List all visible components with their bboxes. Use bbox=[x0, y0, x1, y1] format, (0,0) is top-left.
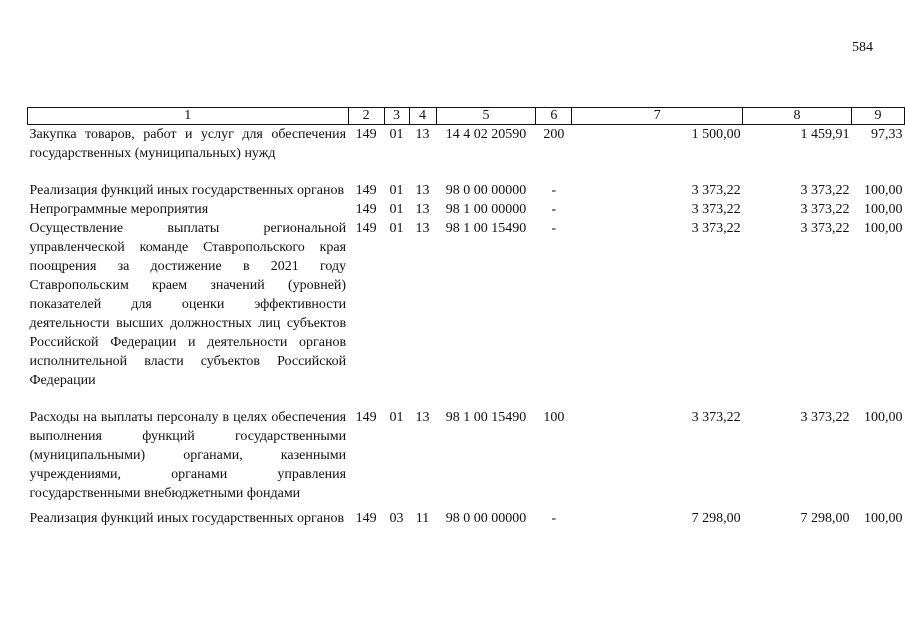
header-cell: 4 bbox=[409, 108, 436, 125]
table-row bbox=[28, 181, 905, 200]
cell-plan: 3 373,22 bbox=[691, 183, 741, 198]
header-row bbox=[28, 108, 905, 125]
cell-section: 03 bbox=[389, 511, 404, 526]
cell-admin: 149 bbox=[355, 410, 377, 425]
cell-type: - bbox=[551, 183, 557, 198]
row-name: Реализация функций иных государственных органов bbox=[29, 183, 345, 198]
header-cell: 5 bbox=[436, 108, 536, 125]
row-name: Расходы на выплаты персоналу в целях обеспечения выполнения функций государственными (муниципальными) органами, казенными учреждениями, органами управления государственными внебюджетными фондами bbox=[29, 410, 347, 501]
cell-type: 100 bbox=[543, 410, 565, 425]
cell-plan: 3 373,22 bbox=[691, 410, 741, 425]
cell-section: 01 bbox=[389, 221, 404, 236]
cell-section: 01 bbox=[389, 410, 404, 425]
cell-actual: 1 459,91 bbox=[800, 127, 850, 142]
cell-actual: 7 298,00 bbox=[800, 511, 850, 526]
cell-actual: 3 373,22 bbox=[800, 183, 850, 198]
cell-percent: 100,00 bbox=[864, 183, 903, 198]
cell-target: 98 1 00 00000 bbox=[445, 202, 527, 217]
cell-percent: 100,00 bbox=[864, 511, 903, 526]
cell-type: - bbox=[551, 202, 557, 217]
table-row bbox=[28, 408, 905, 503]
cell-percent: 100,00 bbox=[864, 202, 903, 217]
row-name: Закупка товаров, работ и услуг для обеспечения государственных (муниципальных) нужд bbox=[29, 127, 347, 161]
cell-plan: 1 500,00 bbox=[691, 127, 741, 142]
table-row bbox=[28, 503, 905, 528]
cell-type: 200 bbox=[543, 127, 565, 142]
cell-admin: 149 bbox=[355, 202, 377, 217]
cell-subsection: 13 bbox=[415, 127, 430, 142]
cell-target: 98 0 00 00000 bbox=[445, 183, 527, 198]
row-name: Осуществление выплаты региональной управленческой команде Ставропольского края поощрения за достижение в 2021 году Ставропольским краем значений (уровней) показателей для оценки эффективности деятельности высших должностных лиц субъектов Российской Федерации и деятельности органов исполнительной власти субъектов Российской Федерации bbox=[29, 221, 347, 388]
cell-subsection: 13 bbox=[415, 410, 430, 425]
cell-target: 14 4 02 20590 bbox=[445, 127, 527, 142]
cell-plan: 3 373,22 bbox=[691, 202, 741, 217]
budget-table bbox=[27, 107, 905, 528]
page-number: 584 bbox=[852, 40, 873, 55]
cell-plan: 3 373,22 bbox=[691, 221, 741, 236]
cell-subsection: 11 bbox=[415, 511, 430, 526]
header-cell: 3 bbox=[384, 108, 409, 125]
header-cell: 6 bbox=[536, 108, 572, 125]
header-cell: 7 bbox=[572, 108, 743, 125]
cell-target: 98 1 00 15490 bbox=[445, 221, 527, 236]
cell-type: - bbox=[551, 221, 557, 236]
cell-admin: 149 bbox=[355, 127, 377, 142]
header-cell: 8 bbox=[743, 108, 852, 125]
cell-target: 98 1 00 15490 bbox=[445, 410, 527, 425]
row-name: Реализация функций иных государственных органов bbox=[29, 511, 345, 526]
table-row bbox=[28, 219, 905, 408]
cell-plan: 7 298,00 bbox=[691, 511, 741, 526]
header-cell: 1 bbox=[28, 108, 349, 125]
cell-subsection: 13 bbox=[415, 221, 430, 236]
table-row bbox=[28, 125, 905, 182]
cell-admin: 149 bbox=[355, 511, 377, 526]
cell-section: 01 bbox=[389, 183, 404, 198]
table-row bbox=[28, 200, 905, 219]
cell-actual: 3 373,22 bbox=[800, 410, 850, 425]
cell-actual: 3 373,22 bbox=[800, 202, 850, 217]
cell-type: - bbox=[551, 511, 557, 526]
cell-section: 01 bbox=[389, 202, 404, 217]
header-cell: 9 bbox=[851, 108, 904, 125]
header-cell: 2 bbox=[348, 108, 384, 125]
cell-percent: 100,00 bbox=[864, 221, 903, 236]
cell-target: 98 0 00 00000 bbox=[445, 511, 527, 526]
cell-admin: 149 bbox=[355, 183, 377, 198]
row-name: Непрограммные мероприятия bbox=[29, 202, 209, 217]
cell-section: 01 bbox=[389, 127, 404, 142]
cell-percent: 100,00 bbox=[864, 410, 903, 425]
cell-subsection: 13 bbox=[415, 202, 430, 217]
cell-admin: 149 bbox=[355, 221, 377, 236]
cell-subsection: 13 bbox=[415, 183, 430, 198]
cell-actual: 3 373,22 bbox=[800, 221, 850, 236]
cell-percent: 97,33 bbox=[871, 127, 903, 142]
